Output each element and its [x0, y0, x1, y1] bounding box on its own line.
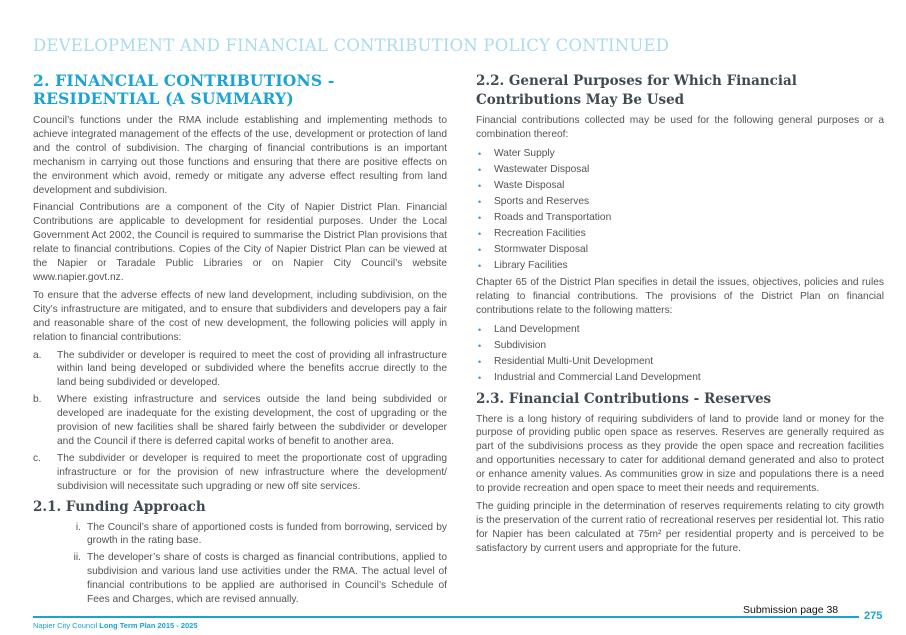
list-item-text: Land Development	[494, 323, 580, 335]
list-item-text: Waste Disposal	[494, 179, 565, 191]
paragraph: To ensure that the adverse effects of new land development, including subdivision, on the City’s infrastructure are mitigated, and to ensure that subdividers and developers pay a fair and reasonable share of the cost of new development, the following policies will apply in relation to financial contributions:	[33, 289, 447, 343]
subsection-heading-general-purposes: 2.2. General Purposes for Which Financial Contributions May Be Used	[476, 73, 797, 108]
page-number: 275	[864, 610, 883, 622]
footer-council: Napier City Council	[33, 621, 98, 630]
list-item	[33, 551, 447, 607]
bullet-icon: •	[478, 212, 482, 223]
list-item-text: Wastewater Disposal	[494, 163, 590, 175]
list-item-text: Library Facilities	[494, 259, 568, 271]
list-item	[476, 194, 884, 210]
footer-plan: Long Term Plan 2015 - 2025	[99, 621, 198, 630]
list-marker: c.	[33, 452, 41, 464]
list-item-text: Industrial and Commercial Land Development	[494, 371, 701, 383]
funding-list	[33, 521, 447, 607]
list-item	[33, 393, 447, 449]
list-item	[476, 162, 884, 178]
list-marker: a.	[33, 349, 42, 361]
list-item-text: Roads and Transportation	[494, 211, 612, 223]
list-item-text: The subdivider or developer is required to meet the proportionate cost of upgrading infrastructure or for the provision of new infrastructure where the development/ subdivision will necessitate such upgrading or new off site services.	[57, 452, 447, 492]
page-header-title: DEVELOPMENT AND FINANCIAL CONTRIBUTION POLICY CONTINUED	[33, 36, 670, 55]
list-item-text: Residential Multi-Unit Development	[494, 355, 654, 367]
list-item	[476, 338, 884, 354]
list-item	[476, 322, 884, 338]
list-item-text: Recreation Facilities	[494, 227, 586, 239]
paragraph: There is a long history of requiring subdividers of land to provide land or money for the purpose of providing public open space as reserves. Reserves are generally required as part of the subdivisions process as they provide the open space and recreation facilities and opportunities necessary to cater for additional demand generated and also to protect or enhance amenity values. As communities grow in size and populations there is a need to provide recreation and open space to meet their needs and requirements.	[476, 413, 884, 495]
bullet-icon: •	[478, 180, 482, 191]
bullet-icon: •	[478, 356, 482, 367]
purposes-list	[476, 146, 884, 274]
list-item	[476, 226, 884, 242]
bullet-icon: •	[478, 260, 482, 271]
bullet-icon: •	[478, 164, 482, 175]
list-item-text: The subdivider or developer is required to meet the cost of providing all infrastructure within land being developed or subdivided where the benefits accrue directly to the land being subdivided or developed.	[57, 349, 447, 389]
list-item	[476, 210, 884, 226]
submission-page-label: Submission page 38	[743, 604, 839, 616]
paragraph: Chapter 65 of the District Plan specifies in detail the issues, objectives, policies and rules relating to financial contributions. The provisions of the District Plan on financial contributions relate to the following matters:	[476, 276, 884, 316]
policy-list	[33, 349, 447, 494]
list-item	[476, 258, 884, 274]
bullet-icon: •	[478, 324, 482, 335]
paragraph: Financial Contributions are a component of the City of Napier District Plan. Financial Contributions are applicable to development for residential purposes. Under the Local Government Act 2002, the Council is required to summarise the District Plan provisions that relate to financial contributions. Copies of the City of Napier District Plan can be viewed at the Napier or Taradale Public Libraries or on Napier City Council’s website www.napier.govt.nz.	[33, 202, 447, 283]
subsection-heading-reserves: 2.3. Financial Contributions - Reserves	[476, 390, 772, 407]
list-item-text: Water Supply	[494, 147, 555, 159]
list-item-text: Where existing infrastructure and services outside the land being subdivided or developed are inadequate for the existing development, the cost of upgrading or the provision of new facilities shall be shared fairly between the subdivider or developer and the Council if there is deferred capital works of benefit to another area.	[57, 394, 447, 447]
bullet-icon: •	[478, 340, 482, 351]
matters-list	[476, 322, 884, 386]
list-item	[476, 354, 884, 370]
list-item-text: The developer’s share of costs is charged as financial contributions, applied to subdivision and various land use activities under the RMA. The actual level of financial contributions to be applied are authorised in Council’s Schedule of Fees and Charges, which are revised annually.	[87, 552, 447, 606]
list-marker: ii.	[73, 552, 81, 564]
bullet-icon: •	[478, 228, 482, 239]
list-item	[476, 242, 884, 258]
footer-publication	[33, 621, 198, 630]
list-item-text: The Council’s share of apportioned costs is funded from borrowing, serviced by growth in the rating base.	[87, 521, 447, 547]
list-item	[33, 349, 447, 391]
bullet-icon: •	[478, 372, 482, 383]
list-marker: i.	[75, 521, 81, 533]
paragraph: Council’s functions under the RMA include establishing and implementing methods to achieve integrated management of the effects of the use, development or protection of land and the control of subdivision. The charging of financial contributions is an important mechanism in carrying out those functions and ensuring that there are positive effects on the environment which avoid, remedy or mitigate any adverse effect resulting from land development and subdivision.	[33, 115, 447, 196]
list-marker: b.	[33, 394, 42, 406]
list-item	[33, 521, 447, 549]
left-column	[33, 72, 447, 611]
list-item-text: Sports and Reserves	[494, 195, 590, 207]
right-column	[476, 72, 884, 560]
bullet-icon: •	[478, 148, 482, 159]
bullet-icon: •	[478, 244, 482, 255]
paragraph: Financial contributions collected may be used for the following general purposes or a combination thereof:	[476, 115, 884, 140]
list-item	[476, 178, 884, 194]
list-item-text: Subdivision	[494, 339, 547, 351]
list-item	[33, 452, 447, 494]
bullet-icon: •	[478, 196, 482, 207]
footer-divider	[33, 616, 859, 618]
section-heading-financial-contributions: 2. FINANCIAL CONTRIBUTIONS - RESIDENTIAL (A SUMMARY)	[33, 71, 335, 108]
list-item	[476, 370, 884, 386]
paragraph: The guiding principle in the determination of reserves requirements relating to city growth is the preservation of the current ratio of recreational reserves per residential lot. This ratio for Napier has been calculated at 75m² per residential property and is perceived to be satisfactory by current users and appropriate for the future.	[476, 500, 884, 554]
list-item	[476, 146, 884, 162]
subsection-heading-funding-approach: 2.1. Funding Approach	[33, 498, 206, 515]
list-item-text: Stormwater Disposal	[494, 243, 588, 255]
